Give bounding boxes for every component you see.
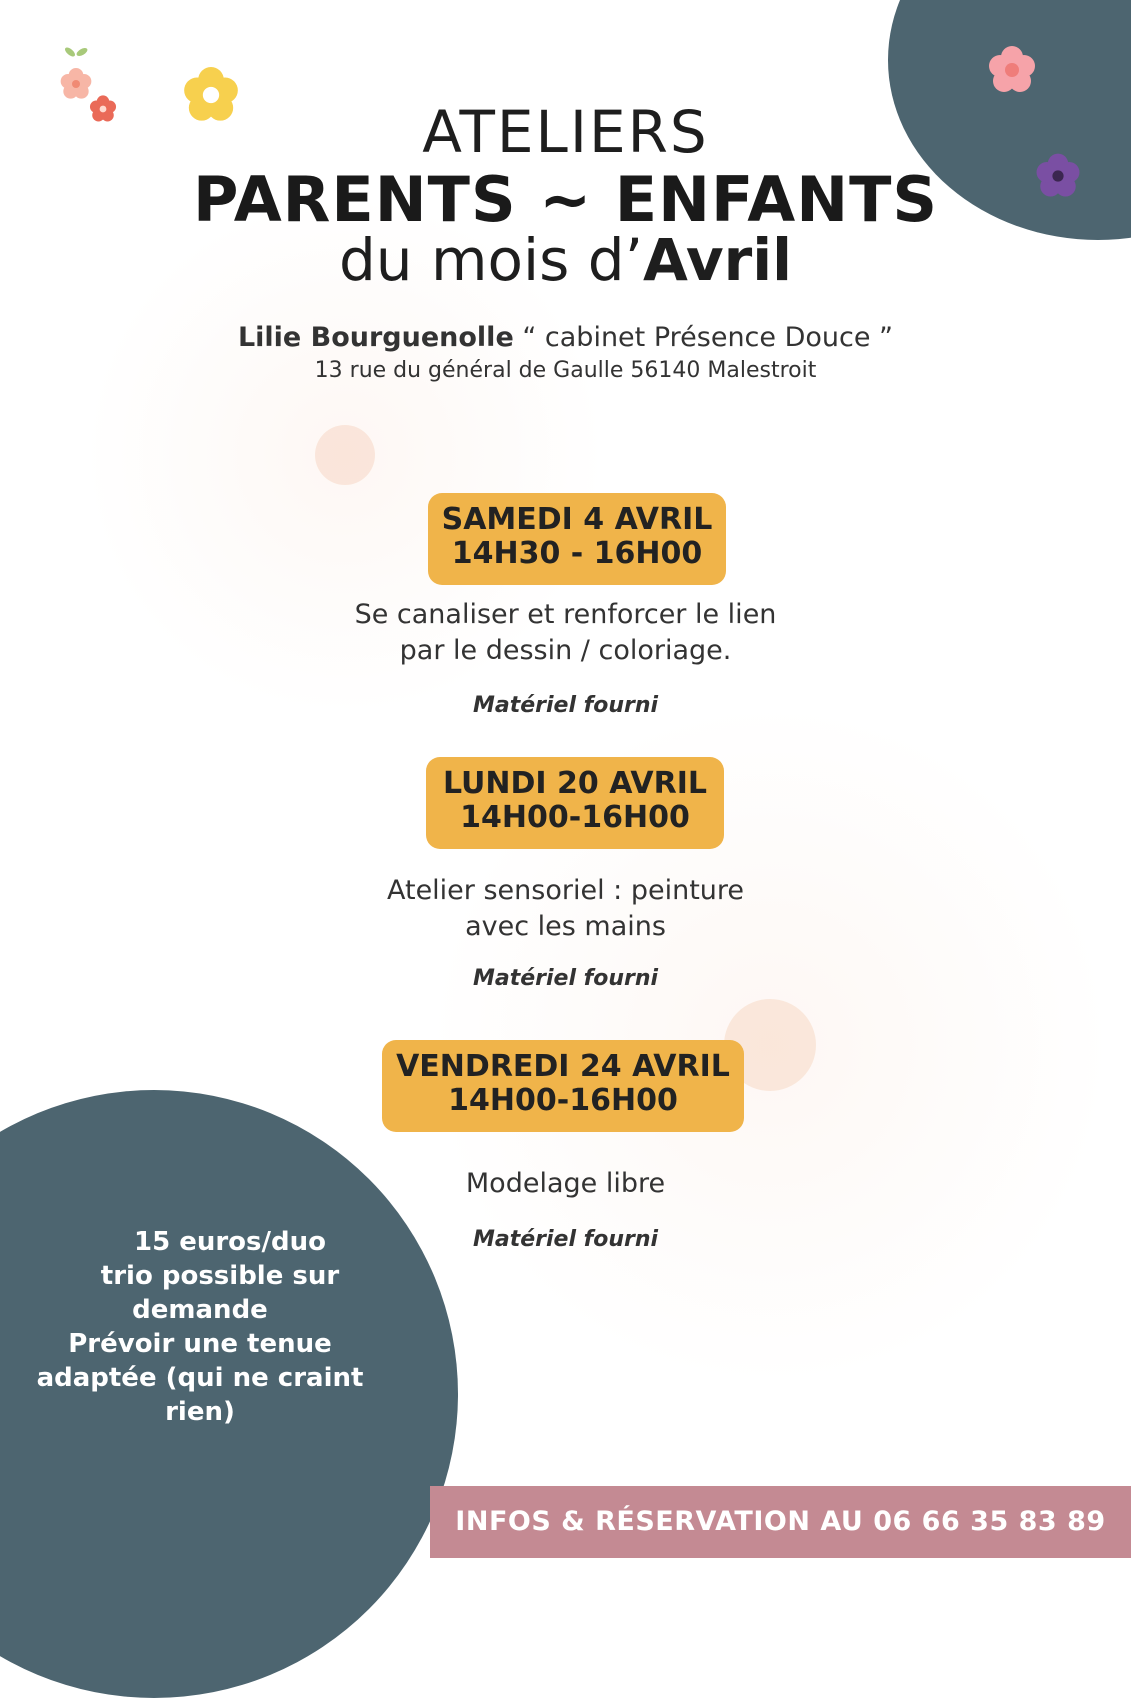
- session-date-pill: [426, 757, 724, 849]
- session-date: SAMEDI 4 AVRIL: [441, 502, 713, 537]
- booking-text: INFOS & RÉSERVATION AU 06 66 35 83 89: [455, 1506, 1106, 1537]
- session-description-line: avec les mains: [465, 911, 666, 942]
- pricing-line: 15 euros/duo: [133, 1227, 327, 1257]
- pricing-line: rien): [165, 1397, 235, 1427]
- session-description: [0, 1166, 1131, 1202]
- session-date: LUNDI 20 AVRIL: [443, 766, 707, 801]
- session-description-line: Se canaliser et renforcer le lien: [354, 599, 777, 630]
- host-line: [0, 322, 1131, 353]
- pricing-line: adaptée (qui ne craint: [36, 1363, 364, 1393]
- title-month: Avril: [643, 226, 793, 294]
- pricing-line: demande: [132, 1295, 268, 1325]
- host-cabinet: “ cabinet Présence Douce ”: [513, 322, 894, 353]
- title-line-3-prefix: du mois d’: [338, 226, 644, 294]
- host-name: Lilie Bourguenolle: [237, 322, 514, 353]
- host-address: 13 rue du général de Gaulle 56140 Malestroit: [314, 358, 817, 383]
- title-line-3: [0, 226, 1131, 294]
- session-description-line: Modelage libre: [465, 1168, 666, 1199]
- title-line-2: PARENTS ~ ENFANTS: [192, 163, 939, 236]
- pricing-info: [20, 1225, 380, 1429]
- session-description: [0, 873, 1131, 945]
- flower-icon: [982, 40, 1042, 100]
- session-description: [0, 597, 1131, 669]
- title-line-1: ATELIERS: [422, 98, 709, 166]
- session-time: 14H00-16H00: [448, 1083, 678, 1118]
- session-material: Matériel fourni: [472, 1227, 659, 1252]
- session-time: 14H00-16H00: [460, 800, 690, 835]
- session-date: VENDREDI 24 AVRIL: [396, 1049, 730, 1084]
- session-description-line: Atelier sensoriel : peinture: [386, 875, 745, 906]
- session-material: Matériel fourni: [472, 693, 659, 718]
- pricing-line: Prévoir une tenue: [68, 1329, 332, 1359]
- session-date-pill: [428, 493, 726, 585]
- session-description-line: par le dessin / coloriage.: [399, 635, 732, 666]
- session-time: 14H30 - 16H00: [451, 536, 703, 571]
- pricing-line: trio possible sur: [100, 1261, 340, 1291]
- session-material: Matériel fourni: [472, 966, 659, 991]
- session-date-pill: [382, 1040, 744, 1132]
